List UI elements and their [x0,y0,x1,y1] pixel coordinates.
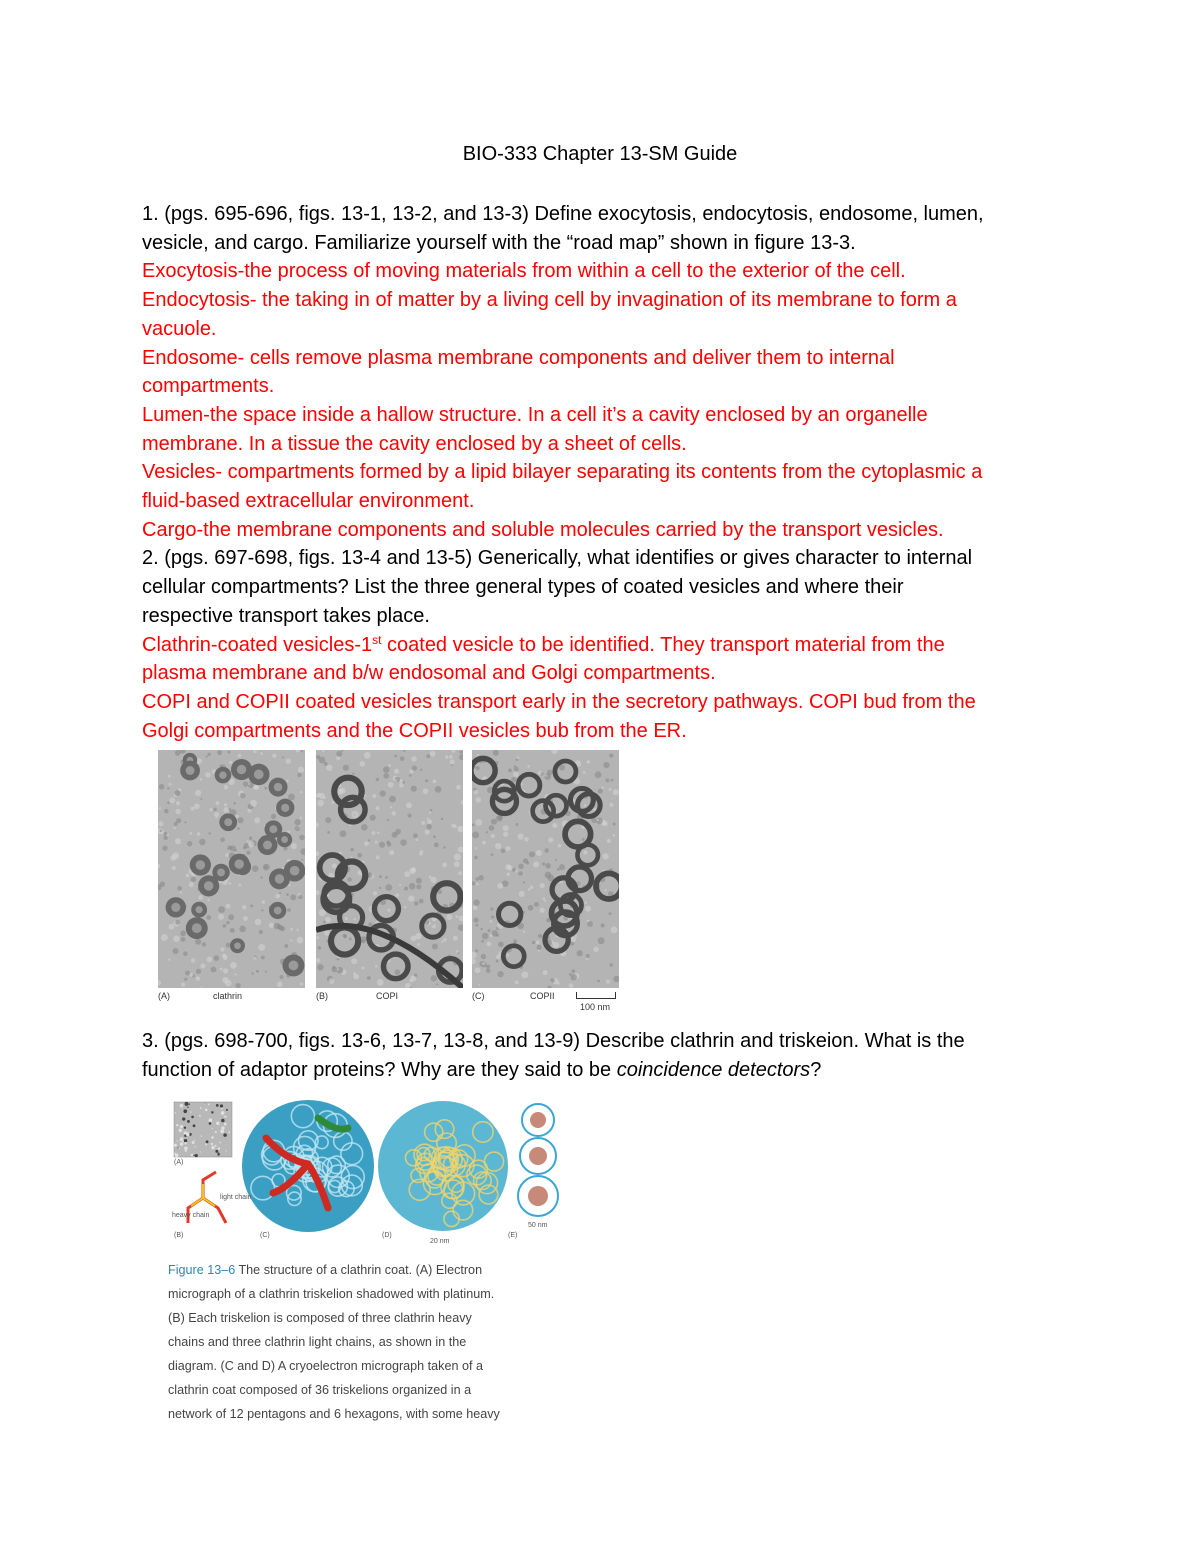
italic-term: coincidence detectors [616,1058,811,1081]
vesicle-core [281,836,288,843]
grain [211,1146,214,1149]
panel-label: (B) [174,1232,184,1239]
grain [211,1111,213,1113]
panel-label: (C) [472,991,485,1001]
vesicle-core [186,766,195,775]
grain [193,1124,196,1127]
grain [180,1138,183,1141]
grain [205,1109,208,1112]
grain [204,1103,205,1104]
vesicle-core [263,841,272,850]
diagram-label: light chain [220,1194,252,1201]
superscript: st [372,632,382,647]
diagram-label: heavy chain [172,1212,210,1219]
vesicle-core [290,866,300,876]
question-text: function of adaptor proteins? Why are they said to be [142,1058,617,1081]
grain [191,1154,194,1157]
answer-line [142,631,1067,660]
scale-label: 100 nm [580,1002,611,1012]
grain [209,1118,213,1122]
vesicle-core [269,825,277,833]
grain [177,1140,178,1141]
answer-line: Exocytosis-the process of moving materials from within a cell to the exterior of the cell. [142,260,906,283]
vesicle-core [171,903,180,912]
grain [184,1139,187,1142]
vesicle-core [281,804,289,812]
question-3 [142,1027,1067,1084]
vesicle-core [234,859,243,868]
grain [180,1104,184,1108]
answer-line: Vesicles- compartments formed by a lipid bilayer separating its contents from the cytoplasmic a [142,461,983,484]
answer-line: vacuole. [142,317,217,340]
answer-line: compartments. [142,375,275,398]
question-line: cellular compartments? List the three general types of coated vesicles and where their [142,576,904,599]
panel-label: (B) [316,991,328,1001]
grain [176,1124,178,1126]
grain [199,1115,201,1117]
grain [208,1103,210,1105]
answer-line: Endosome- cells remove plasma membrane components and deliver them to internal [142,346,895,369]
vesicle [383,954,408,979]
grain [187,1120,190,1123]
grain [211,1136,214,1139]
vesicle-core [274,783,283,792]
grain [184,1127,186,1129]
caption-line: micrograph of a clathrin triskelion shadowed with platinum. [168,1287,495,1301]
grain [206,1140,209,1143]
grain [183,1109,187,1113]
grain [192,1141,195,1144]
micrograph-panel-b [316,750,463,988]
coated-vesicle-micrograph [158,750,623,1005]
grain [223,1133,226,1136]
panel-caption: COPII [530,991,555,1001]
vesicle [555,761,576,782]
document-title: BIO-333 Chapter 13-SM Guide [462,143,738,165]
figure-caption [168,1258,568,1426]
grain [187,1107,188,1108]
grain [175,1154,179,1158]
vesicle-core [289,960,299,970]
question-line: 3. (pgs. 698-700, figs. 13-6, 13-7, 13-8, and 13-9) Describe clathrin and triskeion. What is the [142,1030,965,1052]
grain [221,1119,225,1123]
vesicle [331,927,358,954]
grain [193,1155,194,1156]
vesicle-core [219,771,226,778]
clathrin-figure [168,1098,568,1248]
answer-text: coated vesicle to be identified. They transport material from the [381,633,945,656]
grain [194,1139,195,1140]
vesicle [374,897,398,921]
grain [224,1123,227,1126]
grain [180,1125,183,1128]
grain [225,1116,227,1118]
grain [212,1128,213,1129]
caption-line: chains and three clathrin light chains, as shown in the [168,1335,467,1349]
grain [179,1148,180,1149]
scale-label: 50 nm [528,1222,548,1229]
answer-line: Lumen-the space inside a hallow structure. In a cell it’s a cavity enclosed by an organelle [142,403,928,426]
vesicle-core [237,765,247,775]
question-line: 1. (pgs. 695-696, figs. 13-1, 13-2, and 13-3) Define exocytosis, endocytosis, endosome, lumen, [142,203,984,225]
clathrin-figure-graphic [168,1098,568,1248]
panel-label: (C) [260,1232,270,1239]
grain [190,1111,191,1112]
grain [200,1151,201,1152]
question-text: ? [810,1058,822,1081]
panel-label: (A) [158,991,170,1001]
panel-label: (D) [382,1232,392,1239]
micrograph-panel-a [158,750,305,988]
grain [220,1104,223,1107]
grain [228,1131,230,1133]
vesicle-core [217,869,225,877]
grain [186,1132,190,1136]
grain [218,1153,220,1155]
answer-text: Clathrin-coated vesicles-1 [142,633,373,656]
grain [184,1147,187,1150]
grain [178,1129,182,1133]
caption-text: The structure of a clathrin coat. (A) Electron [235,1263,483,1277]
grain [220,1129,224,1133]
answer-line: membrane. In a tissue the cavity enclosed by a sheet of cells. [142,432,687,455]
answer-line: COPI and COPII coated vesicles transport early in the secretory pathways. COPI bud from the [142,690,976,713]
caption-line: clathrin coat composed of 36 triskelions organized in a [168,1383,472,1397]
grain [177,1147,178,1148]
panel-caption: clathrin [213,991,243,1001]
panel-caption: COPI [376,991,399,1001]
vesicle [577,845,598,866]
question-line: vesicle, and cargo. Familiarize yourself with the “road map” shown in figure 13-3. [142,231,856,254]
grain [215,1150,218,1153]
grain [180,1142,184,1146]
question-line [142,1056,1067,1085]
answer-line: Endocytosis- the taking in of matter by a living cell by invagination of its membrane to form a [142,289,957,312]
scale-bar [576,992,616,999]
grain [209,1122,212,1125]
scale-label: 20 nm [430,1238,450,1245]
question-line: respective transport takes place. [142,604,430,627]
grain [174,1112,176,1114]
grain [205,1143,207,1145]
grain [195,1146,196,1147]
grain [221,1111,225,1115]
grain [215,1131,217,1133]
panel-label: (A) [174,1159,184,1166]
question-line: 2. (pgs. 697-698, figs. 13-4 and 13-5) Generically, what identifies or gives character to internal [142,547,973,570]
vesicle-core [204,881,214,891]
grain [185,1102,189,1106]
answer-line: fluid-based extracellular environment. [142,490,475,513]
vesicle-core [192,923,202,933]
question-1 [142,200,1067,745]
answer-line: plasma membrane and b/w endosomal and Golgi compartments. [142,662,716,685]
grain [215,1145,217,1147]
grain [174,1144,177,1147]
vesicle-core [274,907,282,915]
grain [211,1143,213,1145]
grain [184,1142,186,1144]
vesicle-core [254,770,264,780]
caption-line: diagram. (C and D) A cryoelectron micrograph taken of a [168,1359,483,1373]
answer-line: Golgi compartments and the COPII vesicles bub from the ER. [142,719,687,742]
grain [200,1107,202,1109]
caption-line: network of 12 pentagons and 6 hexagons, with some heavy [168,1407,500,1421]
grain [216,1104,219,1107]
grain [189,1104,190,1105]
figure-label: Figure 13–6 [168,1263,236,1277]
caption-line [168,1258,568,1282]
vesicle [503,946,524,967]
vesicle-core [224,818,232,826]
grain [216,1121,220,1125]
caption-line: (B) Each triskelion is composed of three clathrin heavy [168,1311,472,1325]
vesicle-core [234,942,241,949]
grain [220,1142,222,1144]
grain [182,1117,185,1120]
grain [226,1109,228,1111]
grain [221,1126,224,1129]
grain [195,1154,198,1157]
micrograph-panel-c [472,750,619,988]
grain [201,1135,202,1136]
grain [218,1147,221,1150]
answer-line: Cargo-the membrane components and soluble molecules carried by the transport vesicles. [142,518,944,541]
grain [191,1116,194,1119]
vesicle-core [275,874,284,883]
grain [185,1150,187,1152]
panel-label: (E) [508,1232,518,1239]
grain [226,1150,227,1151]
vesicle-core [196,906,203,913]
vesicle-core [196,860,206,870]
